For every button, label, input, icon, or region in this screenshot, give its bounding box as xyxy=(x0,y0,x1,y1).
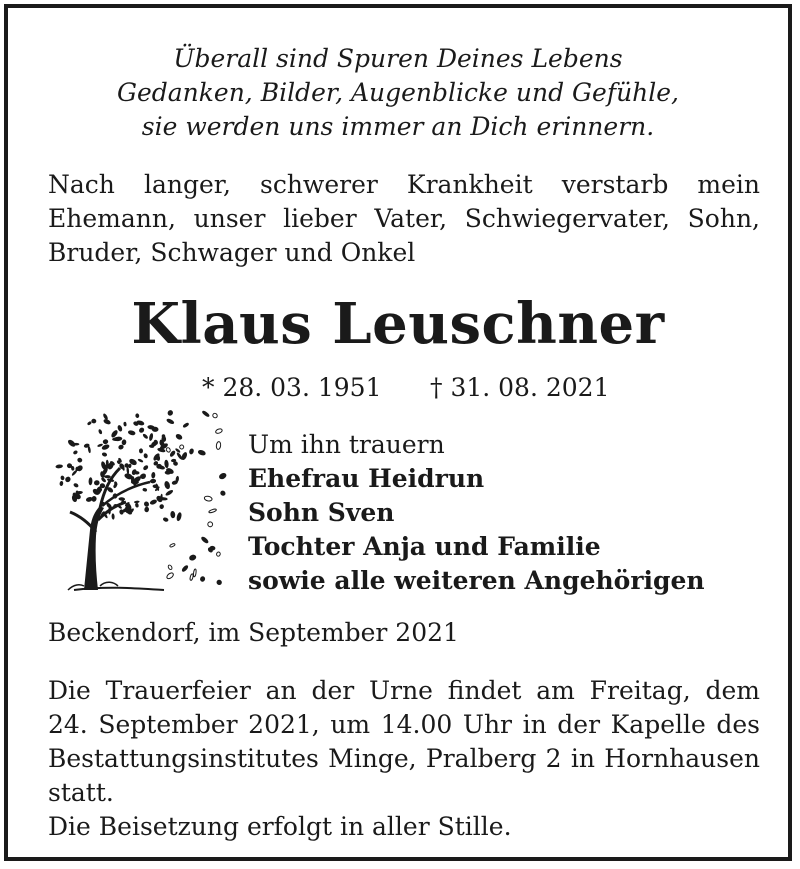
tree-leaf xyxy=(165,489,174,497)
falling-leaf xyxy=(200,576,205,581)
tree-leaf xyxy=(164,460,169,469)
poem-line: Überall sind Spuren Deines Lebens xyxy=(173,44,623,73)
mourner-name: Sohn Sven xyxy=(248,498,395,527)
falling-leaf xyxy=(204,496,213,502)
tree-leaf xyxy=(102,439,108,445)
tree-leaf xyxy=(98,429,103,435)
falling-leaf xyxy=(190,574,194,581)
service-line: Bestattungsinstitutes Minge, Pralberg 2 in Hornhausen xyxy=(48,744,760,773)
falling-leaf xyxy=(189,554,196,560)
falling-leaf xyxy=(201,536,209,543)
tree-leaf xyxy=(159,504,164,510)
falling-leaf xyxy=(208,508,216,513)
falling-leaf xyxy=(176,512,181,521)
tree-leaf xyxy=(55,464,63,469)
tree-leaf xyxy=(73,482,79,488)
falling-leaf xyxy=(216,441,221,449)
falling-leaf xyxy=(216,552,221,557)
tree-leaf xyxy=(144,507,149,513)
tree-leaf xyxy=(87,421,92,426)
falling-leaf xyxy=(220,490,226,496)
tree-leaf xyxy=(143,453,148,459)
tree-leaf xyxy=(117,424,123,432)
falling-leaf xyxy=(169,543,175,547)
tree-leaf xyxy=(124,463,129,468)
service-line: Die Trauerfeier an der Urne findet am Freitag, dem xyxy=(48,676,760,705)
poem-line: sie werden uns immer an Dich erinnern. xyxy=(141,112,655,141)
place-and-date: Beckendorf, im September 2021 xyxy=(48,618,459,647)
mourner-name: Ehefrau Heidrun xyxy=(248,464,485,493)
falling-leaf xyxy=(168,564,173,570)
falling-leaf xyxy=(163,517,168,521)
tree-leaf xyxy=(135,413,140,418)
obituary-notice xyxy=(4,4,792,861)
falling-leaf xyxy=(216,579,222,585)
tree-leaf xyxy=(164,480,171,489)
falling-leaf xyxy=(219,472,227,479)
death-date: † 31. 08. 2021 xyxy=(430,373,610,402)
falling-leaf xyxy=(171,511,175,518)
tree-leaf xyxy=(73,450,79,455)
falling-leaf xyxy=(215,428,223,434)
tree-leaf xyxy=(149,433,154,442)
service-line: 24. September 2021, um 14.00 Uhr in der Kapelle des xyxy=(48,710,760,739)
tree-leaf xyxy=(91,496,97,503)
tree-leaf xyxy=(76,457,83,463)
service-line: statt. xyxy=(48,778,114,807)
funeral-service-info xyxy=(48,674,760,844)
deceased-name: Klaus Leuschner xyxy=(131,291,665,357)
tree-leaf xyxy=(118,497,125,501)
mourner-name: sowie alle weiteren Angehörigen xyxy=(248,566,705,595)
falling-leaf xyxy=(202,410,210,417)
windblown-tree-icon xyxy=(44,390,228,596)
falling-leaf xyxy=(207,521,213,527)
tree-leaf xyxy=(142,464,149,471)
tree-leaf xyxy=(121,439,127,446)
tree-leaf xyxy=(88,477,92,485)
memorial-poem xyxy=(8,42,788,144)
tree-leaf xyxy=(127,430,136,436)
poem-line: Gedanken, Bilder, Augenblicke und Gefühle, xyxy=(116,78,680,107)
falling-leaf xyxy=(212,412,218,418)
falling-leaf xyxy=(166,572,175,580)
mourners-list xyxy=(248,428,705,598)
mourners-intro: Um ihn trauern xyxy=(248,430,445,459)
falling-leaf xyxy=(175,433,182,440)
tree-leaf xyxy=(135,503,139,508)
falling-leaf xyxy=(167,410,173,416)
mourner-name: Tochter Anja und Familie xyxy=(248,532,601,561)
tree-leaf xyxy=(139,448,143,453)
falling-leaf xyxy=(166,447,171,453)
tree-leaf xyxy=(101,452,107,457)
falling-leaf xyxy=(179,444,185,450)
service-line: Die Beisetzung erfolgt in aller Stille. xyxy=(48,812,512,841)
tree-leaf xyxy=(150,479,157,484)
tree-leaf xyxy=(142,487,147,492)
death-announcement: Nach langer, schwerer Krankheit verstarb mein Ehemann, unser lieber Vater, Schwiegervater, Sohn, Bruder, Schwager und Onkel xyxy=(48,170,760,267)
falling-leaf xyxy=(189,448,194,454)
tree-leaf xyxy=(91,419,96,424)
tree-leaf xyxy=(123,422,127,427)
tree-leaf xyxy=(137,458,143,463)
tree-leaf xyxy=(142,433,149,440)
falling-leaf xyxy=(166,418,174,424)
tree-leaf xyxy=(60,475,65,480)
tree-leaf xyxy=(59,481,63,487)
birth-date: * 28. 03. 1951 xyxy=(202,373,382,402)
tree-leaf xyxy=(143,501,150,508)
falling-leaf xyxy=(183,423,189,428)
falling-leaf xyxy=(182,565,189,572)
tree-leaf xyxy=(111,513,114,519)
tree-leaf xyxy=(149,499,158,506)
tree-leaf xyxy=(64,476,72,484)
tree-leaf xyxy=(151,472,156,479)
tree-leaf xyxy=(104,475,111,478)
tree-leaf xyxy=(94,480,100,486)
tree-leaf xyxy=(138,427,145,434)
falling-leaf xyxy=(198,450,206,456)
